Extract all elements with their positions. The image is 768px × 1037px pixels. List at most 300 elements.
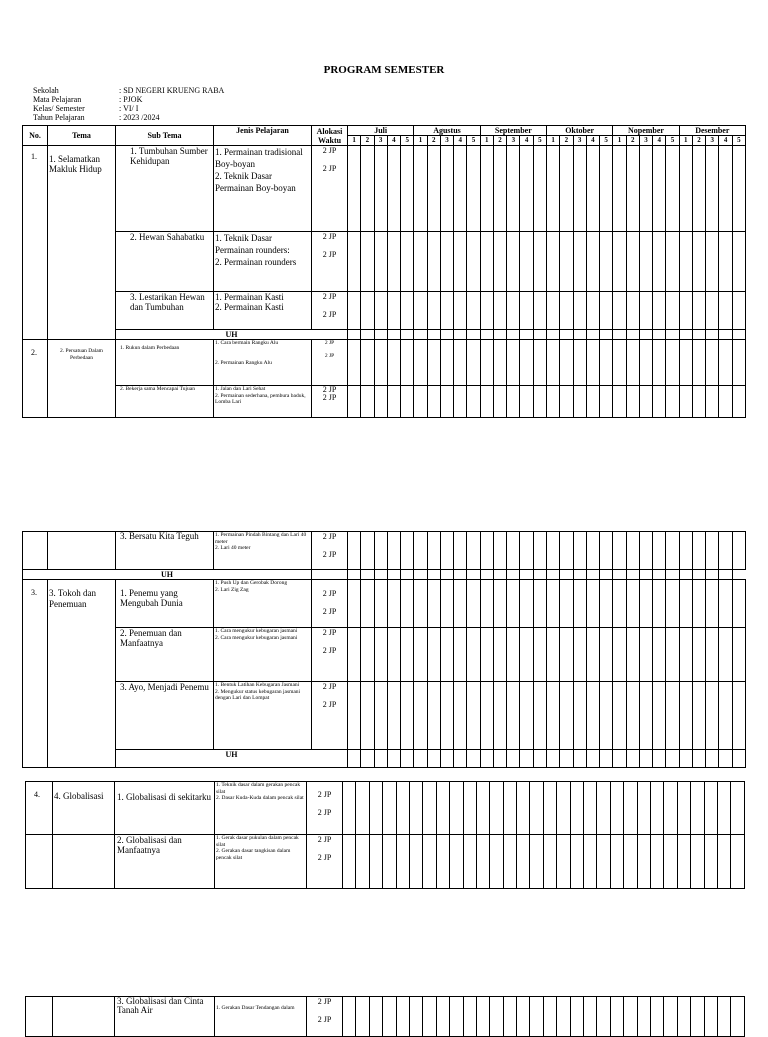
schedule-cell xyxy=(507,532,520,570)
schedule-cell xyxy=(653,628,666,682)
schedule-cell xyxy=(677,835,690,889)
schedule-cell xyxy=(450,997,463,1037)
schedule-cell xyxy=(533,340,546,386)
schedule-cell xyxy=(586,628,599,682)
schedule-cell xyxy=(732,232,745,292)
schedule-cell xyxy=(546,570,559,580)
schedule-cell xyxy=(650,835,663,889)
schedule-cell xyxy=(374,628,387,682)
schedule-cell xyxy=(520,340,533,386)
schedule-cell xyxy=(401,232,414,292)
schedule-cell xyxy=(467,682,480,750)
schedule-cell xyxy=(573,532,586,570)
schedule-cell xyxy=(520,682,533,750)
jenis-cell: 1. Cara bermain Rangku Alu 2. Permainan Rangku Alu xyxy=(214,340,312,386)
schedule-cell xyxy=(573,146,586,232)
schedule-cell xyxy=(626,628,639,682)
schedule-cell xyxy=(679,340,692,386)
schedule-cell xyxy=(613,628,626,682)
schedule-cell xyxy=(586,386,599,418)
schedule-cell xyxy=(719,628,732,682)
schedule-cell xyxy=(440,682,453,750)
schedule-cell xyxy=(387,386,400,418)
schedule-cell xyxy=(480,580,493,628)
schedule-cell xyxy=(666,330,679,340)
schedule-cell xyxy=(414,682,427,750)
schedule-cell xyxy=(369,835,382,889)
schedule-cell xyxy=(653,570,666,580)
schedule-cell xyxy=(560,570,573,580)
info-label: Tahun Pelajaran xyxy=(33,113,85,122)
schedule-cell xyxy=(613,386,626,418)
schedule-cell xyxy=(639,292,652,330)
schedule-cell xyxy=(732,532,745,570)
schedule-cell xyxy=(414,570,427,580)
month-header: Agustus xyxy=(414,126,480,136)
schedule-cell xyxy=(348,292,361,330)
schedule-cell xyxy=(480,570,493,580)
schedule-cell xyxy=(573,682,586,750)
schedule-cell xyxy=(637,835,650,889)
week-number: 3 xyxy=(507,136,520,146)
jenis-cell: 1. Bentuk Latihan Kebugaran Jasmani 2. Mengukur status kebugaran jasmani dengan Lari dan Lompat xyxy=(214,682,312,750)
schedule-cell xyxy=(719,330,732,340)
schedule-cell xyxy=(480,628,493,682)
month-header: Desember xyxy=(679,126,745,136)
schedule-cell xyxy=(706,750,719,768)
schedule-cell xyxy=(533,628,546,682)
week-number: 3 xyxy=(639,136,652,146)
alokasi-cell: 2 JP 2 JP xyxy=(312,628,348,682)
schedule-cell xyxy=(573,386,586,418)
schedule-cell xyxy=(533,292,546,330)
schedule-cell xyxy=(436,835,449,889)
schedule-cell xyxy=(454,570,467,580)
schedule-cell xyxy=(436,782,449,835)
week-number: 1 xyxy=(414,136,427,146)
alokasi-cell: 2 JP 2 JP xyxy=(312,682,348,750)
jenis-cell: 1. Permainan Kasti 2. Permainan Kasti xyxy=(214,292,312,330)
info-value: : VI/ I xyxy=(119,104,139,113)
week-number: 4 xyxy=(586,136,599,146)
schedule-cell xyxy=(626,340,639,386)
uh-label: UH xyxy=(23,570,312,580)
schedule-cell xyxy=(732,330,745,340)
week-number: 1 xyxy=(348,136,361,146)
page-title: PROGRAM SEMESTER xyxy=(323,64,445,76)
schedule-cell xyxy=(387,532,400,570)
schedule-cell xyxy=(560,340,573,386)
alokasi-cell: 2 JP 2 JP xyxy=(312,580,348,628)
schedule-cell xyxy=(533,750,546,768)
schedule-cell xyxy=(677,997,690,1037)
schedule-cell xyxy=(613,340,626,386)
schedule-cell xyxy=(503,835,516,889)
schedule-cell xyxy=(374,580,387,628)
schedule-cell xyxy=(546,682,559,750)
subtema-cell: 2. Penemuan dan Manfaatnya xyxy=(116,628,214,682)
alokasi-cell: 2 JP 2 JP xyxy=(312,340,348,386)
schedule-cell xyxy=(507,628,520,682)
schedule-cell xyxy=(423,782,436,835)
info-value: : PJOK xyxy=(119,95,143,104)
schedule-cell xyxy=(414,750,427,768)
schedule-cell xyxy=(374,292,387,330)
schedule-cell xyxy=(560,232,573,292)
week-number: 4 xyxy=(653,136,666,146)
week-number: 1 xyxy=(613,136,626,146)
schedule-cell xyxy=(507,580,520,628)
schedule-cell xyxy=(639,340,652,386)
schedule-cell xyxy=(597,782,610,835)
schedule-cell xyxy=(586,330,599,340)
week-number: 3 xyxy=(440,136,453,146)
schedule-cell xyxy=(480,146,493,232)
schedule-cell xyxy=(626,532,639,570)
schedule-cell xyxy=(507,292,520,330)
schedule-cell xyxy=(719,682,732,750)
schedule-cell xyxy=(467,330,480,340)
schedule-cell xyxy=(597,835,610,889)
schedule-cell xyxy=(361,340,374,386)
schedule-cell xyxy=(546,340,559,386)
schedule-cell xyxy=(423,835,436,889)
schedule-cell xyxy=(586,682,599,750)
schedule-cell xyxy=(533,570,546,580)
schedule-cell xyxy=(467,386,480,418)
schedule-cell xyxy=(493,340,506,386)
schedule-cell xyxy=(401,628,414,682)
schedule-cell xyxy=(387,232,400,292)
col-header-tema: Tema xyxy=(48,126,116,146)
schedule-cell xyxy=(704,997,717,1037)
schedule-cell xyxy=(586,146,599,232)
schedule-cell xyxy=(520,532,533,570)
schedule-cell xyxy=(586,340,599,386)
schedule-cell xyxy=(692,340,705,386)
schedule-cell xyxy=(557,835,570,889)
schedule-cell xyxy=(517,835,530,889)
schedule-cell xyxy=(732,340,745,386)
schedule-cell xyxy=(387,682,400,750)
week-number: 2 xyxy=(493,136,506,146)
schedule-cell xyxy=(467,232,480,292)
schedule-cell xyxy=(387,146,400,232)
schedule-cell xyxy=(520,750,533,768)
schedule-cell xyxy=(493,628,506,682)
schedule-cell xyxy=(427,750,440,768)
schedule-cell xyxy=(731,782,745,835)
schedule-cell xyxy=(467,628,480,682)
schedule-cell xyxy=(414,292,427,330)
schedule-cell xyxy=(401,532,414,570)
schedule-cell xyxy=(348,682,361,750)
schedule-cell xyxy=(626,330,639,340)
schedule-cell xyxy=(639,330,652,340)
row-number: 3. xyxy=(23,580,48,768)
tema-cell: 4. Globalisasi xyxy=(53,782,115,835)
schedule-cell xyxy=(348,232,361,292)
schedule-cell xyxy=(348,532,361,570)
schedule-cell xyxy=(454,146,467,232)
schedule-cell xyxy=(356,997,369,1037)
schedule-cell xyxy=(610,997,623,1037)
schedule-cell xyxy=(463,782,476,835)
schedule-cell xyxy=(613,532,626,570)
schedule-cell xyxy=(679,386,692,418)
col-header-no: No. xyxy=(23,126,48,146)
schedule-cell xyxy=(570,997,583,1037)
week-number: 4 xyxy=(387,136,400,146)
schedule-cell xyxy=(507,570,520,580)
schedule-cell xyxy=(520,386,533,418)
schedule-cell xyxy=(653,580,666,628)
week-number: 1 xyxy=(546,136,559,146)
schedule-cell xyxy=(409,782,422,835)
schedule-cell xyxy=(387,570,400,580)
schedule-cell xyxy=(401,340,414,386)
schedule-cell xyxy=(692,570,705,580)
schedule-cell xyxy=(706,330,719,340)
schedule-cell xyxy=(639,146,652,232)
schedule-cell xyxy=(348,570,361,580)
schedule-cell xyxy=(666,532,679,570)
schedule-cell xyxy=(706,682,719,750)
schedule-cell xyxy=(467,750,480,768)
schedule-cell xyxy=(692,750,705,768)
schedule-cell xyxy=(600,330,613,340)
schedule-cell xyxy=(401,750,414,768)
alokasi-cell: 2 JP 2 JP xyxy=(312,532,348,570)
schedule-cell xyxy=(639,628,652,682)
schedule-cell xyxy=(369,782,382,835)
schedule-cell xyxy=(427,386,440,418)
schedule-cell xyxy=(374,330,387,340)
schedule-cell xyxy=(530,997,543,1037)
subtema-cell: 2. Globalisasi dan Manfaatnya xyxy=(115,835,215,889)
schedule-cell xyxy=(584,997,597,1037)
schedule-cell xyxy=(560,330,573,340)
schedule-cell xyxy=(493,750,506,768)
schedule-cell xyxy=(396,835,409,889)
schedule-cell xyxy=(613,580,626,628)
schedule-cell xyxy=(692,532,705,570)
schedule-cell xyxy=(414,330,427,340)
info-label: Sekolah xyxy=(33,86,59,95)
schedule-cell xyxy=(692,292,705,330)
schedule-cell xyxy=(679,532,692,570)
schedule-cell xyxy=(653,232,666,292)
schedule-cell xyxy=(427,682,440,750)
schedule-cell xyxy=(731,997,745,1037)
schedule-cell xyxy=(613,232,626,292)
schedule-cell xyxy=(613,570,626,580)
schedule-cell xyxy=(624,997,637,1037)
schedule-cell xyxy=(626,570,639,580)
schedule-cell xyxy=(692,146,705,232)
schedule-cell xyxy=(414,146,427,232)
schedule-cell xyxy=(600,386,613,418)
schedule-cell xyxy=(343,835,356,889)
schedule-cell xyxy=(706,532,719,570)
month-header: Juli xyxy=(348,126,414,136)
schedule-cell xyxy=(573,232,586,292)
schedule-cell xyxy=(493,232,506,292)
col-header-jenis: Jenis Pelajaran xyxy=(214,126,312,146)
schedule-cell xyxy=(679,330,692,340)
schedule-cell xyxy=(666,750,679,768)
schedule-cell xyxy=(586,570,599,580)
schedule-cell xyxy=(679,682,692,750)
schedule-cell xyxy=(480,292,493,330)
schedule-cell xyxy=(356,835,369,889)
schedule-cell xyxy=(719,232,732,292)
schedule-cell xyxy=(666,340,679,386)
schedule-cell xyxy=(490,997,503,1037)
schedule-cell xyxy=(706,292,719,330)
schedule-cell xyxy=(396,782,409,835)
schedule-cell xyxy=(653,682,666,750)
schedule-cell xyxy=(467,292,480,330)
schedule-cell xyxy=(546,292,559,330)
subtema-cell: 3. Globalisasi dan Cinta Tanah Air xyxy=(115,997,215,1037)
schedule-cell xyxy=(706,340,719,386)
schedule-cell xyxy=(533,580,546,628)
schedule-cell xyxy=(719,146,732,232)
schedule-cell xyxy=(348,386,361,418)
schedule-cell xyxy=(692,628,705,682)
schedule-cell xyxy=(493,292,506,330)
schedule-cell xyxy=(423,997,436,1037)
schedule-cell xyxy=(414,628,427,682)
schedule-cell xyxy=(387,750,400,768)
schedule-cell xyxy=(600,292,613,330)
schedule-cell xyxy=(666,580,679,628)
schedule-cell xyxy=(427,146,440,232)
schedule-cell xyxy=(653,532,666,570)
row-number: 2. xyxy=(23,340,48,418)
schedule-cell xyxy=(427,292,440,330)
jenis-cell: 1. Teknik dasar dalam gerakan pencak silat 2. Dasar Kuda-Kuda dalam pencak silat xyxy=(215,782,307,835)
schedule-cell xyxy=(573,628,586,682)
schedule-cell xyxy=(639,386,652,418)
schedule-cell xyxy=(356,782,369,835)
schedule-cell xyxy=(454,232,467,292)
schedule-cell xyxy=(383,835,396,889)
schedule-cell xyxy=(454,330,467,340)
schedule-cell xyxy=(546,232,559,292)
jenis-cell: 1. Gerakan Dasar Tendangan dalam xyxy=(215,997,307,1037)
schedule-cell xyxy=(427,532,440,570)
schedule-cell xyxy=(401,146,414,232)
uh-label: UH xyxy=(116,750,348,768)
schedule-cell xyxy=(624,835,637,889)
subtema-cell: 3. Bersatu Kita Teguh xyxy=(116,532,214,570)
schedule-cell xyxy=(427,330,440,340)
schedule-cell xyxy=(600,750,613,768)
schedule-cell xyxy=(454,628,467,682)
schedule-cell xyxy=(414,386,427,418)
schedule-cell xyxy=(507,330,520,340)
schedule-cell xyxy=(719,292,732,330)
schedule-cell xyxy=(467,340,480,386)
schedule-cell xyxy=(414,340,427,386)
schedule-cell xyxy=(348,146,361,232)
schedule-cell xyxy=(600,146,613,232)
schedule-cell xyxy=(361,628,374,682)
schedule-cell xyxy=(653,750,666,768)
schedule-cell xyxy=(586,232,599,292)
schedule-cell xyxy=(586,292,599,330)
subtema-cell: 3. Lestarikan Hewan dan Tumbuhan xyxy=(116,292,214,330)
week-number: 5 xyxy=(600,136,613,146)
schedule-cell xyxy=(401,682,414,750)
schedule-cell xyxy=(719,340,732,386)
schedule-cell xyxy=(626,292,639,330)
schedule-cell xyxy=(493,570,506,580)
schedule-cell xyxy=(679,292,692,330)
schedule-cell xyxy=(664,997,677,1037)
week-number: 5 xyxy=(401,136,414,146)
info-value: : 2023 /2024 xyxy=(119,113,160,122)
subtema-cell: 3. Ayo, Menjadi Penemu xyxy=(116,682,214,750)
schedule-cell xyxy=(653,386,666,418)
schedule-cell xyxy=(520,292,533,330)
month-header: Oktober xyxy=(546,126,612,136)
schedule-cell xyxy=(401,292,414,330)
schedule-cell xyxy=(361,682,374,750)
schedule-cell xyxy=(454,386,467,418)
schedule-cell xyxy=(719,580,732,628)
schedule-cell xyxy=(414,232,427,292)
alokasi-cell: 2 JP 2 JP xyxy=(312,146,348,232)
schedule-cell xyxy=(427,570,440,580)
schedule-cell xyxy=(560,146,573,232)
schedule-cell xyxy=(610,782,623,835)
schedule-cell xyxy=(374,750,387,768)
schedule-cell xyxy=(706,570,719,580)
schedule-cell xyxy=(348,340,361,386)
schedule-cell xyxy=(480,532,493,570)
schedule-cell xyxy=(520,330,533,340)
schedule-cell xyxy=(543,835,556,889)
schedule-cell xyxy=(653,330,666,340)
schedule-cell xyxy=(639,682,652,750)
schedule-cell xyxy=(530,835,543,889)
schedule-cell xyxy=(573,292,586,330)
schedule-cell xyxy=(732,628,745,682)
col-header-alokasi: Alokasi Waktu xyxy=(312,126,348,146)
schedule-cell xyxy=(387,340,400,386)
schedule-cell xyxy=(467,532,480,570)
schedule-cell xyxy=(560,750,573,768)
schedule-cell xyxy=(546,146,559,232)
uh-label: UH xyxy=(116,330,348,340)
schedule-cell xyxy=(706,628,719,682)
schedule-cell xyxy=(546,386,559,418)
schedule-cell xyxy=(664,835,677,889)
schedule-cell xyxy=(387,292,400,330)
month-header: September xyxy=(480,126,546,136)
subtema-cell: 1. Tumbuhan Sumber Kehidupan xyxy=(116,146,214,232)
schedule-cell xyxy=(679,580,692,628)
schedule-cell xyxy=(732,580,745,628)
schedule-cell xyxy=(401,386,414,418)
schedule-cell xyxy=(374,386,387,418)
schedule-cell xyxy=(480,232,493,292)
schedule-cell xyxy=(719,570,732,580)
week-number: 2 xyxy=(427,136,440,146)
